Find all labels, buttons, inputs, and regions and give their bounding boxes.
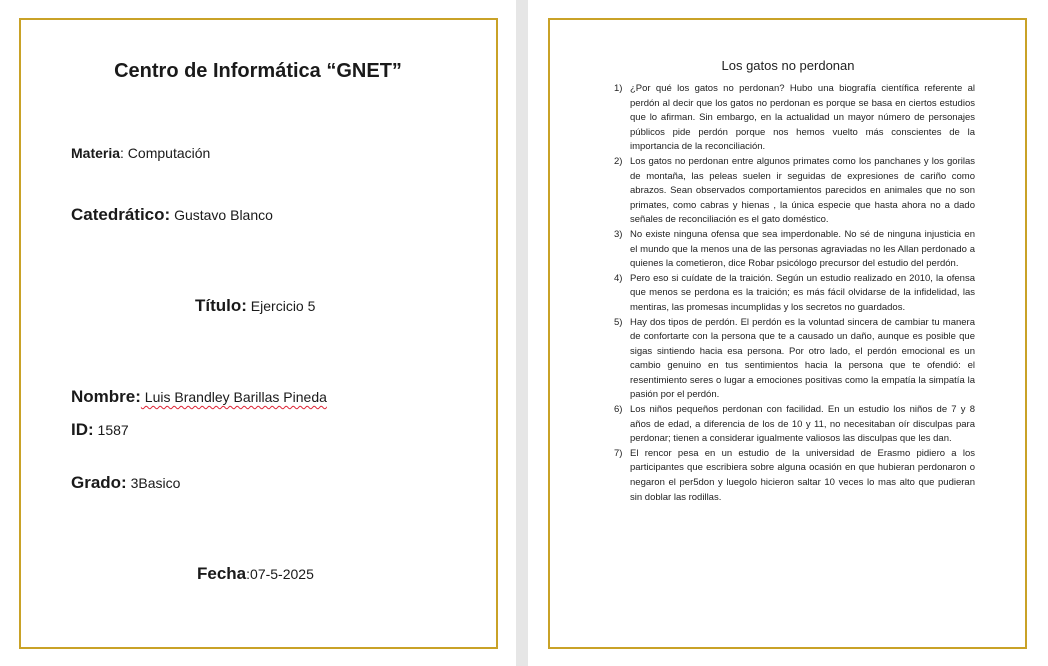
item-text: ¿Por qué los gatos no perdonan? Hubo una biografía científica referente al perdón al decir que los gatos no perdonan es porque se basa en ciertos estudios que lo afirman. Sin embargo, en la actualidad un mayor número de personajes públicos pide perdón porque nos hemos vuelto más conscientes de la importancia de la reconciliación.: [630, 83, 975, 153]
nombre-value: Luis Brandley Barillas Pineda: [140, 389, 327, 405]
list-item: [614, 228, 975, 272]
list-item: [614, 403, 975, 447]
item-number: 3): [614, 228, 623, 240]
grado-value: 3Basico: [126, 475, 181, 491]
item-text: El rencor pesa en un estudio de la universidad de Erasmo pidiero a los participantes que escribiera sobre alguna ocasión en que hubieran perdonaron o negaron el per5don y luegolo hicieron saltar 10 veces lo mas alto que pudieran sin doblar las rodillas.: [630, 447, 975, 503]
catedratico-value: Gustavo Blanco: [170, 207, 273, 223]
list-item: [614, 82, 975, 155]
nombre-label: Nombre:: [71, 387, 141, 406]
field-materia: [71, 145, 210, 161]
catedratico-label: Catedrático:: [71, 205, 171, 224]
item-text: Hay dos tipos de perdón. El perdón es la voluntad sincera de cambiar tu manera de confortarte con la persona que te a causado un daño, aunque es posible que sigas sintiendo hacia esa persona. Por otro lado, el perdón emocional es un cambio genuino en tus sentimientos hacia la persona que te ofendió: el resentimiento seres o lugar a emociones positivas como la empatía la simpatía la pasión por el perdón.: [630, 316, 975, 401]
item-number: 4): [614, 272, 623, 284]
field-nombre: [71, 387, 327, 407]
list-item: [614, 447, 975, 505]
item-number: 7): [614, 447, 623, 459]
field-id: [71, 420, 129, 440]
cover-page: [0, 0, 516, 666]
materia-value: : Computación: [120, 145, 211, 161]
item-number: 2): [614, 155, 623, 167]
item-text: No existe ninguna ofensa que sea imperdonable. No sé de ninguna injusticia en el mundo que la menos una de las personas agraviadas no les Allan perdonado a quienes la cometieron, dice Robar psicólogo precursor del estudio del perdón.: [630, 228, 975, 270]
essay-title: Los gatos no perdonan: [721, 58, 855, 73]
list-item: [614, 155, 975, 228]
titulo-value: Ejercicio 5: [246, 298, 316, 314]
item-text: Pero eso si cuídate de la traición. Según un estudio realizado en 2010, la ofensa que menos se perdona es la traición; es más fácil olvidarse de la infidelidad, las mentiras, las promesas incumplidas y los secretos no guardados.: [630, 272, 975, 313]
essay-list: [614, 82, 975, 505]
item-number: 1): [614, 83, 623, 94]
item-number: 6): [614, 404, 623, 416]
field-fecha: [197, 564, 314, 584]
item-text: Los gatos no perdonan entre algunos primates como los panchanes y los gorilas de montaña, las peleas suelen ir seguidas de expresiones de cariño como abrazos. Sean observados comportamientos parecidos en animales que no son primates, como cabras y hienas , la única especie que hasta ahora no a dado señales de reconciliación es el gato doméstico.: [630, 155, 975, 226]
item-text: Los niños pequeños perdonan con facilidad. En un estudio los niños de 7 y 8 años de edad, a diferencia de los de 10 y 11, no necesitaban oír disculpas para perdonar; tienen a considerar igualmente valiosos las disculpas que les dan.: [630, 404, 975, 445]
id-label: ID:: [71, 420, 94, 439]
field-titulo: [195, 296, 315, 316]
page-border: [19, 18, 498, 649]
list-item: [614, 316, 975, 404]
item-number: 5): [614, 316, 623, 328]
fecha-value: :07-5-2025: [246, 566, 314, 582]
page-gap: [516, 0, 528, 666]
list-item: [614, 272, 975, 316]
cover-title: Centro de Informática “GNET”: [114, 60, 402, 82]
content-page: [528, 0, 1048, 666]
materia-label: Materia: [71, 145, 121, 161]
grado-label: Grado:: [71, 473, 127, 492]
field-catedratico: [71, 205, 273, 225]
id-value: 1587: [93, 422, 129, 438]
titulo-label: Título:: [195, 296, 247, 315]
fecha-label: Fecha: [197, 564, 247, 583]
field-grado: [71, 473, 180, 493]
